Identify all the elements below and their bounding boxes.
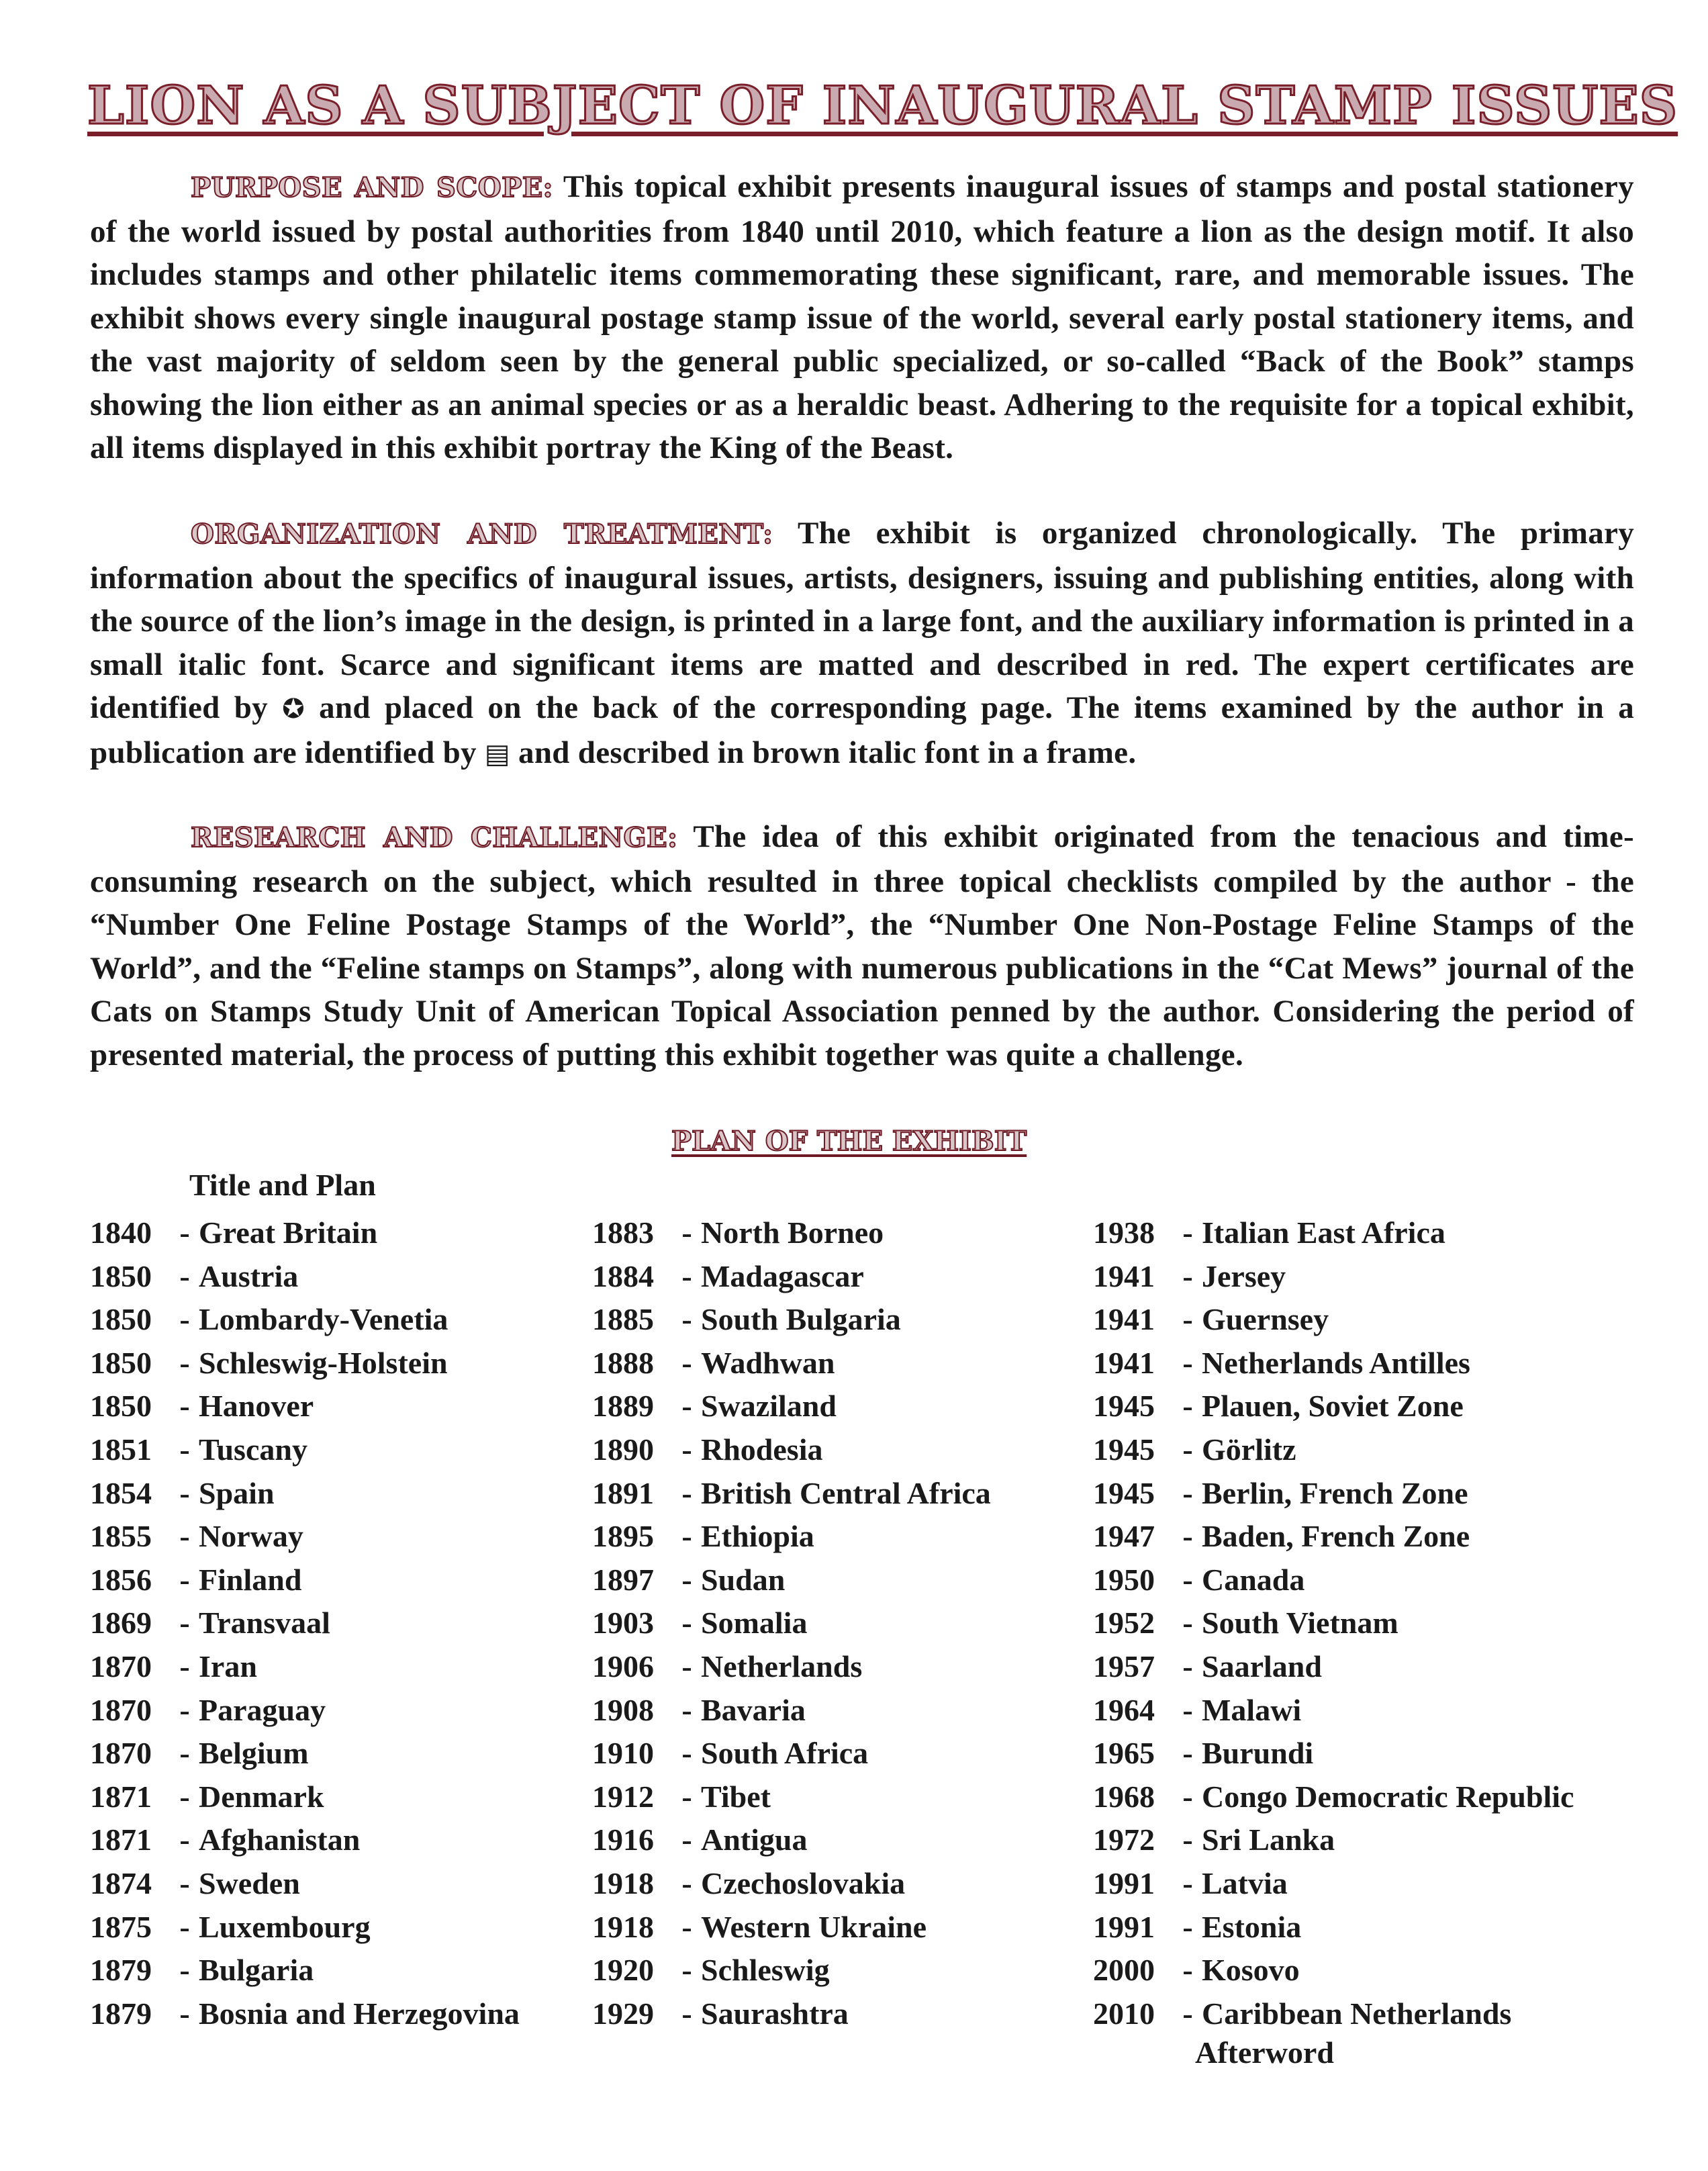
plan-entry-year: 1941 <box>1093 1258 1155 1293</box>
plan-entry-year: 1897 <box>592 1562 654 1597</box>
plan-entry-year: 1912 <box>592 1779 654 1814</box>
plan-entry-dash: - <box>1182 1649 1193 1683</box>
plan-entry <box>592 1732 1102 1775</box>
plan-entry-country: Congo Democratic Republic <box>1202 1779 1574 1814</box>
plan-entry-year: 1965 <box>1093 1736 1155 1771</box>
plan-entry-year: 1918 <box>592 1865 654 1900</box>
plan-entry-dash: - <box>179 1345 190 1380</box>
plan-entry <box>592 1775 1102 1819</box>
plan-entry-dash: - <box>681 1562 692 1597</box>
plan-entry-country: Burundi <box>1202 1736 1314 1771</box>
plan-entry-country: Italian East Africa <box>1202 1215 1445 1250</box>
plan-entry-year: 1879 <box>90 1996 152 2031</box>
plan-entry-dash: - <box>1182 1389 1193 1424</box>
plan-entry-dash: - <box>179 1649 190 1683</box>
plan-entry-country: Rhodesia <box>701 1432 823 1467</box>
plan-entry-year: 1918 <box>592 1909 654 1944</box>
plan-entry-dash: - <box>681 1996 692 2031</box>
afterword: Afterword <box>1195 2035 1334 2070</box>
plan-entry-dash: - <box>179 1865 190 1900</box>
purpose-paragraph <box>90 165 1634 470</box>
plan-entry-dash: - <box>1182 1865 1193 1900</box>
plan-entry-country: Sudan <box>701 1562 786 1597</box>
plan-entry-dash: - <box>681 1736 692 1771</box>
plan-entry-country: Wadhwan <box>701 1345 835 1380</box>
plan-entry-year: 1851 <box>90 1432 152 1467</box>
plan-column-1 <box>90 1211 600 2035</box>
plan-entry-year: 1850 <box>90 1389 152 1424</box>
plan-entry-country: Somalia <box>701 1606 808 1641</box>
plan-entry <box>1093 1732 1603 1775</box>
plan-entry-year: 1945 <box>1093 1475 1155 1510</box>
plan-entry-year: 1870 <box>90 1649 152 1683</box>
plan-entry-year: 1871 <box>90 1822 152 1857</box>
plan-entry <box>1093 1515 1603 1559</box>
plan-entry-year: 1968 <box>1093 1779 1155 1814</box>
certificate-icon: ✪ <box>282 694 305 725</box>
plan-entry-year: 1884 <box>592 1258 654 1293</box>
plan-entry-dash: - <box>681 1953 692 1988</box>
plan-entry <box>592 1428 1102 1472</box>
plan-entry-dash: - <box>179 1779 190 1814</box>
plan-entry-year: 1972 <box>1093 1822 1155 1857</box>
plan-entry-year: 1890 <box>592 1432 654 1467</box>
plan-entry-country: Ethiopia <box>701 1519 814 1554</box>
plan-entry-year: 1895 <box>592 1519 654 1554</box>
plan-entry-country: Finland <box>199 1562 302 1597</box>
plan-entry-dash: - <box>1182 1779 1193 1814</box>
plan-entry-year: 1903 <box>592 1606 654 1641</box>
plan-entry-dash: - <box>1182 1562 1193 1597</box>
organization-heading: ORGANIZATION AND TREATMENT: <box>191 518 773 550</box>
plan-entry-country: Latvia <box>1202 1865 1288 1900</box>
plan-entry-dash: - <box>1182 1475 1193 1510</box>
plan-entry-dash: - <box>179 1302 190 1337</box>
title-and-plan: Title and Plan <box>189 1168 376 1202</box>
plan-entry <box>90 1559 600 1602</box>
plan-entry-country: Malawi <box>1202 1692 1302 1727</box>
plan-entry-country: Saarland <box>1202 1649 1322 1683</box>
plan-entry-country: Guernsey <box>1202 1302 1329 1337</box>
plan-entry-dash: - <box>1182 1909 1193 1944</box>
plan-entry-year: 1941 <box>1093 1345 1155 1380</box>
plan-entry <box>592 1862 1102 1906</box>
plan-entry <box>592 1211 1102 1255</box>
plan-entry-year: 1938 <box>1093 1215 1155 1250</box>
plan-entry-country: South Bulgaria <box>701 1302 901 1337</box>
plan-entry <box>1093 1559 1603 1602</box>
plan-entry <box>1093 1645 1603 1689</box>
plan-entry-dash: - <box>681 1345 692 1380</box>
plan-entry-year: 1908 <box>592 1692 654 1727</box>
research-text: The idea of this exhibit originated from the tenacious and time-consuming research on the subject, which resulted in three topical checklists compiled by the author - the “Number One Feline Postage Stamps of the World”, the “Number One Non-Postage Feline Stamps of the World”, and the “Feline stamps on Stamps”, along with numerous publications in the “Cat Mews” journal of the Cats on Stamps Study Unit of American Topical Association penned by the author. Considering the period of presented material, the process of putting this exhibit together was quite a challenge. <box>90 819 1634 1072</box>
plan-heading: PLAN OF THE EXHIBIT <box>671 1125 1027 1157</box>
plan-entry-year: 1883 <box>592 1215 654 1250</box>
plan-entry-year: 1870 <box>90 1692 152 1727</box>
research-paragraph <box>90 815 1634 1076</box>
plan-entry-country: British Central Africa <box>701 1475 991 1510</box>
plan-entry-dash: - <box>681 1865 692 1900</box>
plan-entry <box>592 1602 1102 1645</box>
page-title: LION AS A SUBJECT OF INAUGURAL STAMP ISSUES <box>87 75 1678 136</box>
plan-entry-year: 1991 <box>1093 1909 1155 1944</box>
plan-entry-dash: - <box>681 1779 692 1814</box>
plan-column-2 <box>592 1211 1102 2035</box>
plan-entry-country: Schleswig-Holstein <box>199 1345 448 1380</box>
plan-entry <box>1093 1298 1603 1342</box>
plan-entry-year: 2000 <box>1093 1953 1155 1988</box>
plan-entry-country: Sweden <box>199 1865 300 1900</box>
plan-entry <box>592 1992 1102 2036</box>
plan-entry-dash: - <box>1182 1996 1193 2031</box>
plan-entry-country: Tuscany <box>199 1432 307 1467</box>
plan-entry <box>592 1255 1102 1299</box>
organization-text-3: and described in brown italic font in a frame. <box>518 735 1137 770</box>
plan-entry-dash: - <box>179 1258 190 1293</box>
plan-entry <box>592 1298 1102 1342</box>
plan-entry-country: Paraguay <box>199 1692 326 1727</box>
plan-entry-year: 1879 <box>90 1953 152 1988</box>
plan-entry-country: Iran <box>199 1649 257 1683</box>
plan-entry <box>592 1645 1102 1689</box>
plan-entry-year: 1869 <box>90 1606 152 1641</box>
plan-entry-country: Görlitz <box>1202 1432 1296 1467</box>
plan-entry-country: Tibet <box>701 1779 771 1814</box>
plan-entry-dash: - <box>179 1736 190 1771</box>
plan-entry-year: 1850 <box>90 1258 152 1293</box>
plan-entry-country: Sri Lanka <box>1202 1822 1335 1857</box>
plan-entry <box>592 1689 1102 1733</box>
plan-entry <box>1093 1906 1603 1949</box>
plan-entry-year: 1941 <box>1093 1302 1155 1337</box>
plan-entry <box>90 1689 600 1733</box>
plan-entry-year: 1840 <box>90 1215 152 1250</box>
organization-text-1: The exhibit is organized chronologically. The primary information about the specifics of inaugural issues, artists, designers, issuing and publishing entities, along with the source of the lion’s image in the design, is printed in a large font, and the auxiliary information is printed in a small italic font. Scarce and significant items are matted and described in red. The expert certificates are identified by <box>90 516 1634 725</box>
plan-entry-dash: - <box>179 1519 190 1554</box>
plan-entry-country: Belgium <box>199 1736 309 1771</box>
plan-entry-year: 1920 <box>592 1953 654 1988</box>
plan-entry-country: Jersey <box>1202 1258 1286 1293</box>
plan-column-3 <box>1093 1211 1603 2035</box>
plan-entry <box>1093 1255 1603 1299</box>
plan-entry <box>1093 1602 1603 1645</box>
plan-entry-dash: - <box>179 1215 190 1250</box>
plan-entry-dash: - <box>681 1475 692 1510</box>
plan-entry <box>1093 1428 1603 1472</box>
plan-entry-country: Spain <box>199 1475 275 1510</box>
plan-entry-country: Bulgaria <box>199 1953 314 1988</box>
plan-entry-year: 1910 <box>592 1736 654 1771</box>
plan-entry-dash: - <box>179 1996 190 2031</box>
plan-entry <box>1093 1211 1603 1255</box>
plan-entry-dash: - <box>179 1389 190 1424</box>
plan-entry-country: Denmark <box>199 1779 324 1814</box>
plan-entry-year: 1906 <box>592 1649 654 1683</box>
plan-entry-country: Baden, French Zone <box>1202 1519 1470 1554</box>
plan-entry <box>90 1732 600 1775</box>
plan-entry-country: Bavaria <box>701 1692 806 1727</box>
plan-entry <box>1093 1818 1603 1862</box>
plan-entry-year: 1875 <box>90 1909 152 1944</box>
organization-text-2: and placed on the back of the corresponding page. The items examined by the author in a publication are identified by <box>90 690 1634 770</box>
plan-entry-year: 1950 <box>1093 1562 1155 1597</box>
plan-entry-year: 1850 <box>90 1345 152 1380</box>
plan-entry <box>90 1342 600 1385</box>
plan-entry-dash: - <box>179 1822 190 1857</box>
plan-entry <box>90 1211 600 1255</box>
plan-entry-dash: - <box>179 1432 190 1467</box>
plan-entry-year: 1891 <box>592 1475 654 1510</box>
plan-entry <box>90 1255 600 1299</box>
plan-entry <box>1093 1342 1603 1385</box>
plan-entry-country: Madagascar <box>701 1258 864 1293</box>
plan-entry-year: 1929 <box>592 1996 654 2031</box>
plan-entry-country: North Borneo <box>701 1215 884 1250</box>
plan-entry-year: 1964 <box>1093 1692 1155 1727</box>
plan-entry-dash: - <box>1182 1736 1193 1771</box>
organization-paragraph <box>90 512 1634 776</box>
plan-entry-dash: - <box>1182 1345 1193 1380</box>
plan-entry-dash: - <box>179 1953 190 1988</box>
plan-entry-country: Plauen, Soviet Zone <box>1202 1389 1464 1424</box>
plan-entry-country: Saurashtra <box>701 1996 849 2031</box>
plan-entry-year: 1885 <box>592 1302 654 1337</box>
plan-entry-country: South Vietnam <box>1202 1606 1398 1641</box>
plan-entry <box>592 1472 1102 1516</box>
plan-entry-dash: - <box>681 1302 692 1337</box>
plan-entry <box>1093 1775 1603 1819</box>
plan-entry-year: 1871 <box>90 1779 152 1814</box>
plan-entry-year: 1889 <box>592 1389 654 1424</box>
plan-entry-dash: - <box>681 1909 692 1944</box>
plan-entry-dash: - <box>681 1822 692 1857</box>
plan-entry-dash: - <box>1182 1432 1193 1467</box>
plan-entry <box>592 1385 1102 1428</box>
plan-entry-year: 1952 <box>1093 1606 1155 1641</box>
plan-entry <box>592 1906 1102 1949</box>
plan-entry-country: Czechoslovakia <box>701 1865 906 1900</box>
plan-entry <box>592 1559 1102 1602</box>
plan-entry-dash: - <box>681 1432 692 1467</box>
plan-entry-year: 1870 <box>90 1736 152 1771</box>
plan-entry-country: Great Britain <box>199 1215 378 1250</box>
plan-entry-dash: - <box>681 1692 692 1727</box>
plan-entry-country: Estonia <box>1202 1909 1302 1944</box>
plan-entry-dash: - <box>179 1475 190 1510</box>
plan-entry-year: 1945 <box>1093 1432 1155 1467</box>
plan-entry-year: 1957 <box>1093 1649 1155 1683</box>
plan-entry <box>1093 1689 1603 1733</box>
plan-entry <box>1093 1385 1603 1428</box>
plan-entry-year: 1856 <box>90 1562 152 1597</box>
plan-entry <box>1093 1472 1603 1516</box>
plan-entry <box>1093 1992 1603 2036</box>
plan-entry-dash: - <box>681 1519 692 1554</box>
plan-entry <box>90 1428 600 1472</box>
plan-entry-dash: - <box>681 1649 692 1683</box>
plan-entry <box>90 1775 600 1819</box>
plan-entry-year: 2010 <box>1093 1996 1155 2031</box>
plan-entry-country: Schleswig <box>701 1953 830 1988</box>
plan-entry-dash: - <box>179 1909 190 1944</box>
plan-entry-year: 1916 <box>592 1822 654 1857</box>
plan-entry-dash: - <box>1182 1953 1193 1988</box>
plan-entry-year: 1947 <box>1093 1519 1155 1554</box>
plan-entry-dash: - <box>1182 1822 1193 1857</box>
plan-entry-country: Canada <box>1202 1562 1305 1597</box>
plan-entry-country: Hanover <box>199 1389 314 1424</box>
plan-entry <box>90 1298 600 1342</box>
research-heading: RESEARCH AND CHALLENGE: <box>191 822 678 853</box>
plan-entry <box>1093 1949 1603 1992</box>
plan-entry-dash: - <box>1182 1258 1193 1293</box>
plan-entry <box>90 1515 600 1559</box>
plan-entry <box>90 1906 600 1949</box>
plan-entry-country: Netherlands Antilles <box>1202 1345 1470 1380</box>
plan-entry-dash: - <box>681 1215 692 1250</box>
plan-entry-dash: - <box>179 1606 190 1641</box>
plan-entry <box>592 1949 1102 1992</box>
plan-entry-country: Netherlands <box>701 1649 863 1683</box>
publication-icon: ▤ <box>484 738 510 770</box>
plan-entry-dash: - <box>1182 1606 1193 1641</box>
plan-entry-country: Kosovo <box>1202 1953 1300 1988</box>
plan-entry-dash: - <box>179 1562 190 1597</box>
plan-entry-dash: - <box>179 1692 190 1727</box>
plan-entry-dash: - <box>681 1606 692 1641</box>
plan-entry-year: 1874 <box>90 1865 152 1900</box>
plan-entry <box>90 1818 600 1862</box>
plan-entry <box>90 1862 600 1906</box>
plan-entry-country: Berlin, French Zone <box>1202 1475 1468 1510</box>
plan-entry <box>90 1602 600 1645</box>
plan-entry-country: South Africa <box>701 1736 869 1771</box>
plan-entry-dash: - <box>681 1389 692 1424</box>
plan-entry <box>90 1992 600 2036</box>
plan-entry-country: Austria <box>199 1258 299 1293</box>
plan-entry <box>592 1515 1102 1559</box>
plan-entry-dash: - <box>1182 1302 1193 1337</box>
plan-entry <box>592 1818 1102 1862</box>
purpose-heading: PURPOSE AND SCOPE: <box>191 172 553 203</box>
plan-entry-country: Caribbean Netherlands <box>1202 1996 1512 2031</box>
plan-entry-country: Lombardy-Venetia <box>199 1302 448 1337</box>
plan-entry-year: 1850 <box>90 1302 152 1337</box>
plan-entry-dash: - <box>681 1258 692 1293</box>
plan-entry-year: 1854 <box>90 1475 152 1510</box>
plan-entry-year: 1888 <box>592 1345 654 1380</box>
plan-entry-year: 1991 <box>1093 1865 1155 1900</box>
plan-entry-dash: - <box>1182 1215 1193 1250</box>
plan-entry <box>90 1949 600 1992</box>
plan-entry <box>90 1385 600 1428</box>
plan-entry-country: Bosnia and Herzegovina <box>199 1996 520 2031</box>
plan-entry-country: Swaziland <box>701 1389 837 1424</box>
plan-entry-country: Norway <box>199 1519 303 1554</box>
plan-entry <box>592 1342 1102 1385</box>
plan-entry <box>90 1472 600 1516</box>
plan-entry-country: Antigua <box>701 1822 808 1857</box>
plan-entry <box>90 1645 600 1689</box>
plan-entry-country: Transvaal <box>199 1606 330 1641</box>
plan-entry-dash: - <box>1182 1692 1193 1727</box>
purpose-text: This topical exhibit presents inaugural issues of stamps and postal stationery of the world issued by postal authorities from 1840 until 2010, which feature a lion as the design motif. It also includes stamps and other philatelic items commemorating these significant, rare, and memorable issues. The exhibit shows every single inaugural postage stamp issue of the world, several early postal stationery items, and the vast majority of seldom seen by the general public specialized, or so-called “Back of the Book” stamps showing the lion either as an animal species or as a heraldic beast. Adhering to the requisite for a topical exhibit, all items displayed in this exhibit portray the King of the Beast. <box>90 169 1634 465</box>
plan-entry <box>1093 1862 1603 1906</box>
plan-entry-country: Luxembourg <box>199 1909 371 1944</box>
plan-entry-year: 1945 <box>1093 1389 1155 1424</box>
plan-entry-country: Afghanistan <box>199 1822 361 1857</box>
plan-entry-country: Western Ukraine <box>701 1909 927 1944</box>
plan-entry-year: 1855 <box>90 1519 152 1554</box>
plan-entry-dash: - <box>1182 1519 1193 1554</box>
